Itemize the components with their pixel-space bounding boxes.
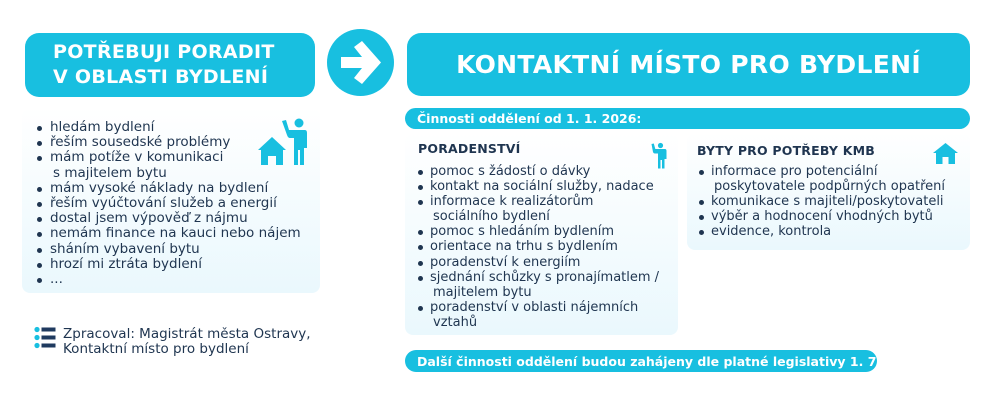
list-item: pomoc s hledáním bydlením <box>430 224 659 239</box>
activities-bar: Činnosti oddělení od 1. 1. 2026: <box>405 108 970 129</box>
list-item: poradenství k energiím <box>430 255 659 270</box>
needs-header <box>25 33 315 97</box>
list-item: řeším vyúčtování služeb a energií <box>50 196 301 211</box>
list-item: řeším sousedské problémy <box>50 135 301 150</box>
footer-line1: Zpracoval: Magistrát města Ostravy, <box>63 326 311 342</box>
list-item: orientace na trhu s bydlením <box>430 239 659 254</box>
list-item-continuation: majitelem bytu <box>433 284 532 300</box>
counseling-title: PORADENSTVÍ <box>418 141 521 156</box>
house-icon <box>933 143 958 164</box>
list-item: výběr a hodnocení vhodných bytů <box>711 209 945 224</box>
arrow-right-icon <box>327 29 394 96</box>
list-item: pomoc s žádostí o dávky <box>430 164 659 179</box>
list-item: evidence, kontrola <box>711 224 945 239</box>
footer-credit <box>63 327 311 356</box>
contact-point-title: KONTAKTNÍ MÍSTO PRO BYDLENÍ <box>407 33 970 96</box>
list-item: poradenství v oblasti nájemních <box>430 300 659 315</box>
list-item: sháním vybavení bytu <box>50 242 301 257</box>
needs-header-line1: POTŘEBUJI PORADIT <box>53 41 275 63</box>
list-item: informace pro potenciální <box>711 164 945 179</box>
list-item: dostal jsem výpověď z nájmu <box>50 211 301 226</box>
list-item: komunikace s majiteli/poskytovateli <box>711 194 944 210</box>
apartments-title: BYTY PRO POTŘEBY KMB <box>697 143 875 158</box>
list-item: mám vysoké náklady na bydlení <box>50 181 301 196</box>
list-item-continuation: s majitelem bytu <box>53 164 167 181</box>
list-item: hrozí mi ztráta bydlení <box>50 257 301 272</box>
list-item: ... <box>50 272 301 287</box>
footer-line2: Kontaktní místo pro bydlení <box>63 340 249 357</box>
list-item: hledám bydlení <box>50 120 301 135</box>
list-item-continuation: poskytovatele podpůrných opatření <box>714 179 945 195</box>
future-activities-bar: Další činnosti oddělení budou zahájeny dle platné legislativy 1. 7. 2026 <box>405 350 877 372</box>
list-icon <box>34 326 56 350</box>
list-item: mám potíže v komunikaci <box>50 150 301 165</box>
list-item-continuation: vztahů <box>433 314 478 330</box>
apartments-list <box>711 164 945 239</box>
list-item: informace k realizátorům <box>430 194 659 209</box>
list-item: sjednání schůzky s pronajímatlem / <box>430 269 660 285</box>
list-item: kontakt na sociální služby, nadace <box>430 179 659 194</box>
needs-header-line2: V OBLASTI BYDLENÍ <box>53 66 269 88</box>
list-item: nemám finance na kauci nebo nájem <box>50 225 301 242</box>
counseling-list <box>430 164 659 330</box>
list-item-continuation: sociálního bydlení <box>433 209 550 225</box>
needs-list <box>50 120 301 287</box>
